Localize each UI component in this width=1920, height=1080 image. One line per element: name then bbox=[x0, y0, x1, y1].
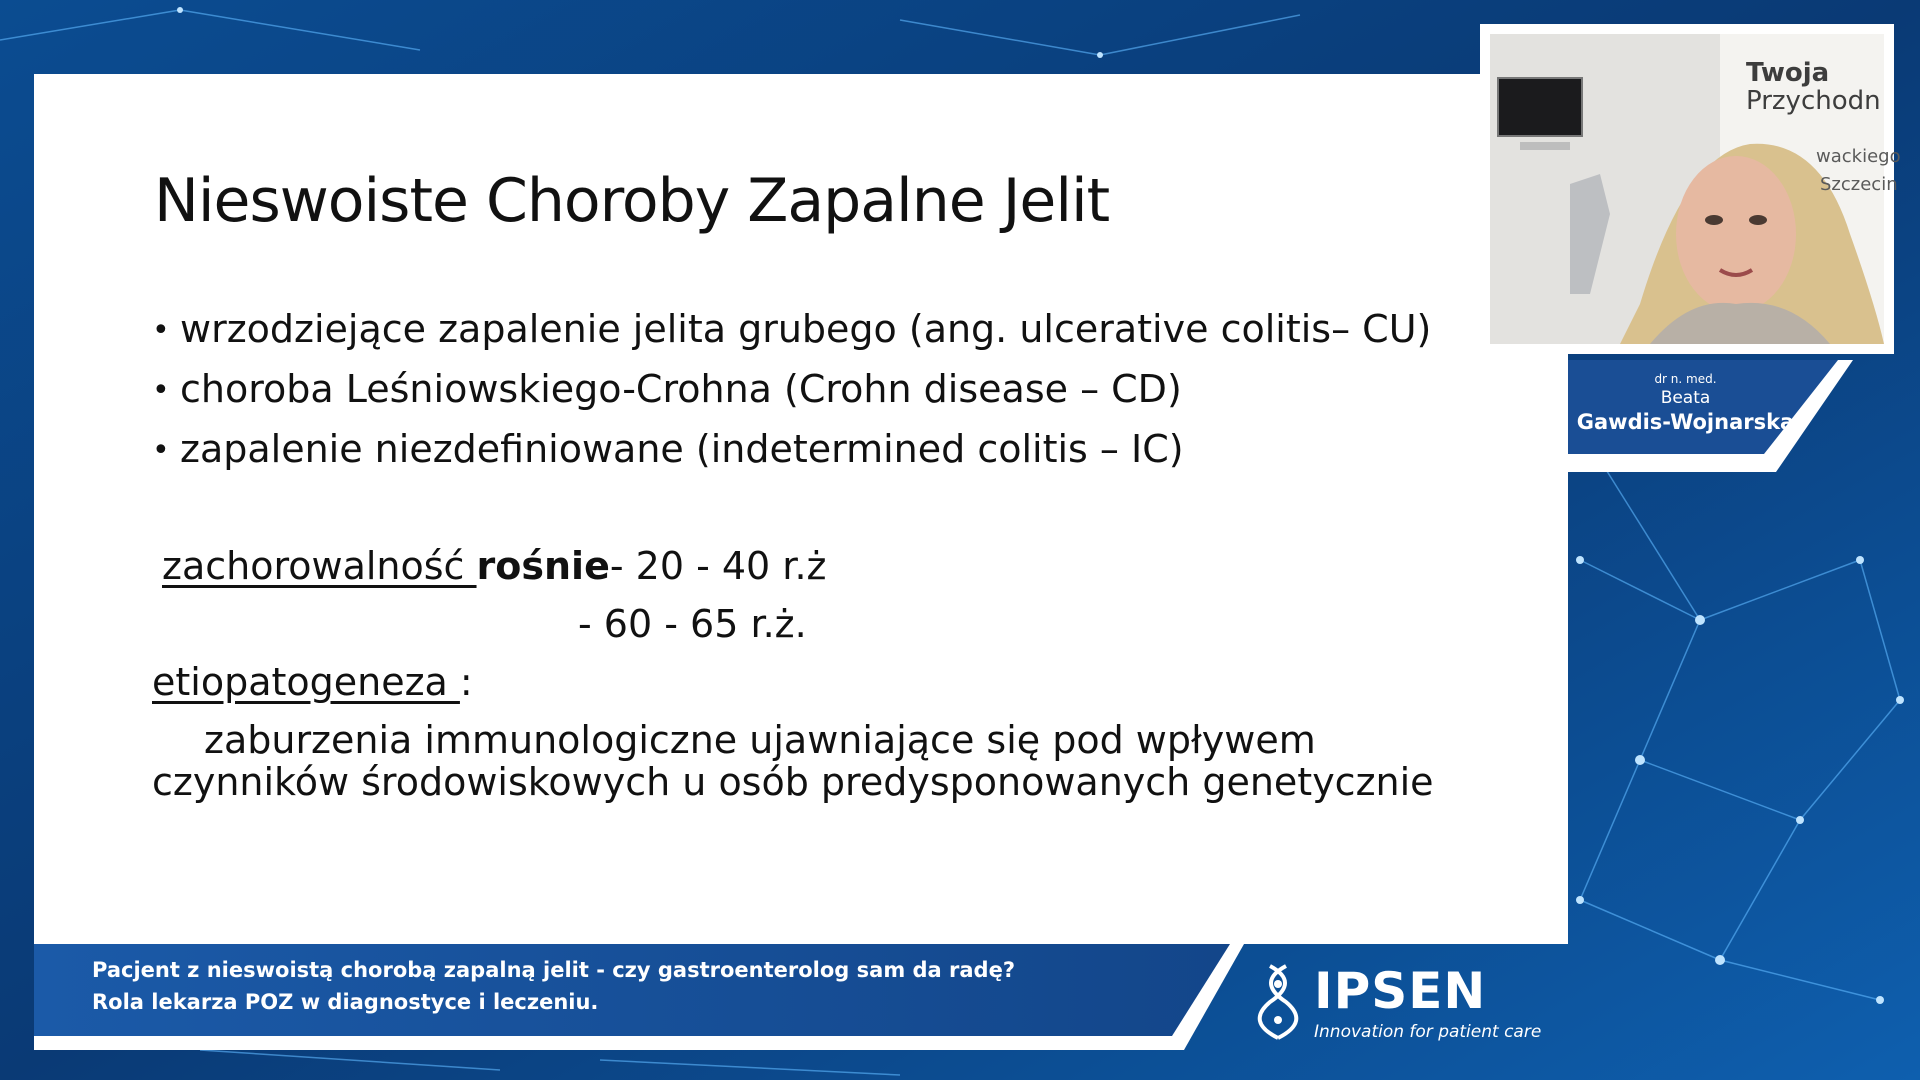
incidence-range-1: - 20 - 40 r.ż bbox=[609, 544, 827, 588]
footer-title-line-2: Rola lekarza POZ w diagnostyce i leczeniu. bbox=[92, 990, 599, 1014]
dna-icon bbox=[1256, 962, 1308, 1042]
etiology-label: etiopatogeneza bbox=[152, 660, 460, 704]
bullet-item bbox=[152, 420, 1431, 480]
etiology-line bbox=[152, 660, 473, 704]
slide bbox=[34, 74, 1568, 944]
sign-line-4: Szczecin bbox=[1820, 174, 1898, 195]
bullet-dot: • bbox=[152, 433, 170, 468]
bullet-list bbox=[152, 300, 1431, 480]
etiology-text-2: czynników środowiskowych u osób predysponowanych genetycznie bbox=[152, 760, 1434, 804]
webcam-frame bbox=[1490, 34, 1901, 344]
ipsen-logo bbox=[1256, 962, 1556, 1042]
speaker-last-name: Gawdis-Wojnarska bbox=[1576, 410, 1795, 434]
incidence-line bbox=[162, 544, 826, 588]
etiology-text-1: zaburzenia immunologiczne ujawniające się pod wpływem bbox=[204, 718, 1316, 762]
slide-title: Nieswoiste Choroby Zapalne Jelit bbox=[154, 166, 1110, 236]
bullet-dot: • bbox=[152, 313, 170, 348]
brand-tagline: Innovation for patient care bbox=[1314, 1022, 1542, 1042]
bullet-text: zapalenie niezdefiniowane (indetermined colitis – IC) bbox=[180, 427, 1184, 471]
webcam-video bbox=[1480, 24, 1901, 354]
incidence-bold: rośnie bbox=[476, 544, 610, 588]
footer-title-line-1: Pacjent z nieswoistą chorobą zapalną jelit - czy gastroenterolog sam da radę? bbox=[92, 958, 1016, 982]
incidence-label: zachorowalność bbox=[162, 544, 477, 588]
bullet-dot: • bbox=[152, 373, 170, 408]
sign-line-1: Twoja bbox=[1746, 58, 1830, 88]
sign-line-3: wackiego bbox=[1816, 146, 1901, 167]
speaker-prefix: dr n. med. bbox=[1654, 372, 1717, 386]
sign-line-2: Przychodn bbox=[1746, 86, 1881, 116]
speaker-first-name: Beata bbox=[1660, 388, 1711, 408]
bullet-text: wrzodziejące zapalenie jelita grubego (ang. ulcerative colitis– CU) bbox=[180, 307, 1432, 351]
bullet-text: choroba Leśniowskiego-Crohna (Crohn disease – CD) bbox=[180, 367, 1182, 411]
bullet-item bbox=[152, 360, 1431, 420]
speaker-name-card bbox=[1568, 360, 1858, 472]
bullet-item bbox=[152, 300, 1431, 360]
brand-name: IPSEN bbox=[1314, 962, 1487, 1020]
etiology-colon: : bbox=[459, 660, 473, 704]
incidence-range-2: - 60 - 65 r.ż. bbox=[578, 602, 807, 646]
